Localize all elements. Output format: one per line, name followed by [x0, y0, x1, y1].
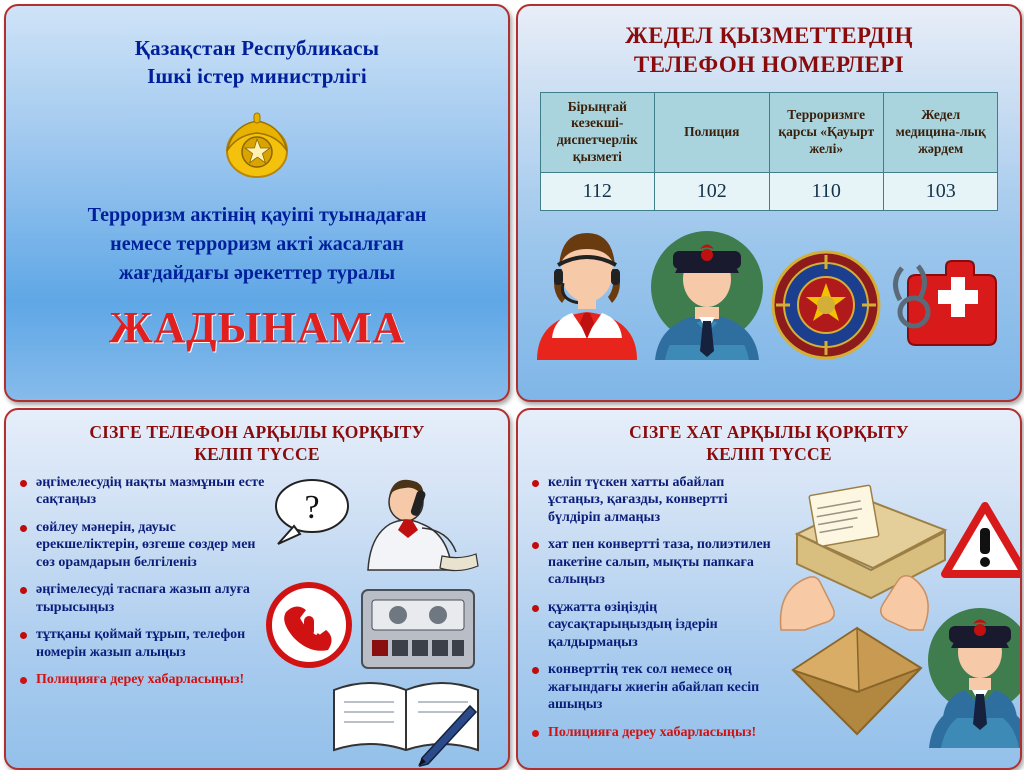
- panel3-content: [16, 474, 498, 770]
- panel4-content: [528, 474, 1010, 770]
- table-header-cell: Жедел медицина-лық жәрдем: [883, 92, 997, 173]
- list-item-alert: Полицияға дереу хабарласыңыз!: [532, 724, 773, 742]
- table-cell-number: 102: [655, 173, 769, 211]
- panel-ministry-header: [4, 4, 510, 402]
- list-item: құжатта өзіңіздің саусақтарыңыздың іздерін қалдырмаңыз: [532, 599, 773, 652]
- panel2-icon-row: [530, 225, 1008, 365]
- page-title: ЖАДЫНАМА: [108, 302, 406, 352]
- ministry-line-2: Ішкі істер министрлігі: [147, 64, 367, 89]
- list-item: тұтқаны қоймай тұрып, телефон номерін жазып алыңыз: [20, 626, 266, 661]
- panel-emergency-numbers: [516, 4, 1022, 402]
- panel3-title: [16, 422, 498, 466]
- police-officer-icon: [925, 598, 1022, 748]
- table-header-cell: Терроризмге қарсы «Қауырт желі»: [769, 92, 883, 173]
- panel-letter-threat: [516, 408, 1022, 770]
- list-item: келіп түскен хатты абайлап ұстаңыз, қағазды, конвертті бүлдіріп алмаңыз: [532, 474, 773, 527]
- description-line-1: Терроризм актінің қауіпі туынадаған: [87, 203, 427, 226]
- emergency-numbers-table: [540, 92, 999, 212]
- panel2-title: [530, 22, 1008, 80]
- panel3-illustrations: [266, 474, 498, 770]
- table-row: [540, 173, 998, 211]
- panel4-title: [528, 422, 1010, 466]
- phone-recording-icon: [266, 582, 352, 668]
- svg-text:?: ?: [304, 488, 320, 526]
- table-header-cell: Бірыңғай кезекші-диспетчерлік қызметі: [540, 92, 654, 173]
- kazakhstan-mvd-emblem-icon: [214, 105, 300, 191]
- warning-triangle-icon: [941, 502, 1022, 582]
- panel3-title-line-1: СІЗГЕ ТЕЛЕФОН АРҚЫЛЫ ҚОРҚЫТУ: [89, 422, 425, 442]
- opened-envelope-icon: [783, 622, 933, 742]
- police-officer-icon: [647, 225, 767, 365]
- table-cell-number: 110: [769, 173, 883, 211]
- description-line-2: немесе терроризм акті жасалған: [110, 232, 404, 255]
- list-item-alert: Полицияға дереу хабарласыңыз!: [20, 671, 266, 689]
- panel1-description: [24, 201, 490, 288]
- ministry-name: [24, 34, 490, 91]
- panel4-title-line-1: СІЗГЕ ХАТ АРҚЫЛЫ ҚОРҚЫТУ: [629, 422, 909, 442]
- table-header-cell: Полиция: [655, 92, 769, 173]
- panel4-title-line-2: КЕЛІП ТҮССЕ: [706, 443, 832, 464]
- tape-recorder-icon: [358, 584, 478, 674]
- panel2-title-line-2: ТЕЛЕФОН НОМЕРЛЕРІ: [633, 51, 905, 77]
- list-item: әңгімелесуді таспаға жазып алуға тырысыңыз: [20, 581, 266, 616]
- list-item: әңгімелесудің нақты мазмұнын есте сақтаңыз: [20, 474, 266, 509]
- table-cell-number: 103: [883, 173, 997, 211]
- panel-phone-threat: [4, 408, 510, 770]
- panel3-title-line-2: КЕЛІП ТҮССЕ: [194, 443, 320, 464]
- question-speech-bubble-icon: [272, 474, 350, 546]
- list-item: конверттің тек сол немесе оң жағындағы жиегін абайлап кесіп ашыңыз: [532, 661, 773, 714]
- description-line-3: жағдайдағы әрекеттер туралы: [118, 261, 396, 284]
- panel3-instructions: [16, 474, 266, 770]
- ministry-line-1: Қазақстан Республикасы: [134, 36, 380, 60]
- table-cell-number: 112: [540, 173, 654, 211]
- panel4-instructions: [528, 474, 773, 770]
- panel4-illustrations: [773, 474, 1010, 770]
- national-security-committee-emblem-icon: [771, 250, 881, 365]
- panel2-title-line-1: ЖЕДЕЛ ҚЫЗМЕТТЕРДІҢ: [625, 23, 913, 48]
- call-operator-icon: [532, 225, 642, 365]
- first-aid-kit-icon: [886, 240, 1006, 365]
- list-item: сөйлеу мәнерін, дауыс ерекшеліктерін, өзгеше сөздер мен сөз орамдарын белгіленіз: [20, 519, 266, 572]
- table-header-row: [540, 92, 998, 173]
- notebook-with-pen-icon: [326, 672, 486, 768]
- list-item: хат пен конвертті таза, полиэтилен пакетіне салып, мықты папкаға салыңыз: [532, 536, 773, 589]
- man-with-phone-icon: [352, 476, 482, 586]
